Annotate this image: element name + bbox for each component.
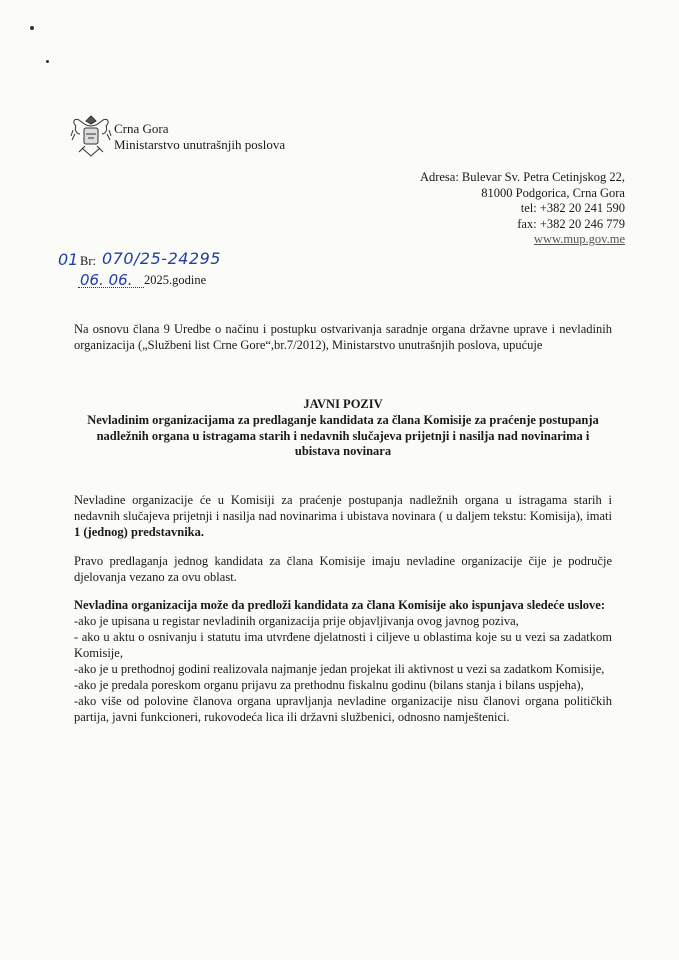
header-country: Crna Gora <box>114 121 169 136</box>
conditions-section <box>74 597 612 725</box>
condition-item: -ako više od polovine članova organa upravljanja nevladine organizacije nisu članovi organa političkih partija, javni funkcioneri, rukovodeća lica ili državni službenici, odnosno namještenici. <box>74 694 612 724</box>
header-ministry: Ministarstvo unutrašnjih poslova <box>114 137 286 152</box>
condition-item: - ako u aktu o osnivanju i statutu ima utvrđene djelatnosti i ciljeve u oblastima koje su u vezi sa zadatkom Komisije, <box>74 630 612 660</box>
reference-date-underline <box>78 287 144 288</box>
address-website-link[interactable]: www.mup.gov.me <box>533 232 625 246</box>
conditions-heading: Nevladina organizacija može da predloži kandidata za člana Komisije ako ispunjava sledeće uslove: <box>74 598 606 612</box>
condition-item: -ako je u prethodnoj godini realizovala najmanje jedan projekat ili aktivnost u vezi sa zadatkom Komisije, <box>74 662 605 676</box>
reference-block <box>58 250 278 290</box>
condition-item: -ako je upisana u registar nevladinih organizacija prije objavljivanja ovog javnog poziva, <box>74 614 519 628</box>
scan-speck <box>30 26 34 30</box>
address-tel: tel: +382 20 241 590 <box>520 201 625 215</box>
paragraph-representatives <box>74 492 612 540</box>
paragraph-representatives-text: Nevladine organizacije će u Komisiji za praćenje postupanja nadležnih organa u istragama starih i nedavnih slučajeva prijetnji i nasilja nad novinarima i ubistava novinara ( u daljem tekstu: Komisija), imati <box>74 493 612 523</box>
intro-paragraph: Na osnovu člana 9 Uredbe o načinu i postupku ostvarivanja saradnje organa državne uprave i nevladinih organizacija („Službeni list Crne Gore“,br.7/2012), Ministarstvo unutrašnjih poslova, upućuje <box>74 322 612 352</box>
call-subtitle: Nevladinim organizacijama za predlaganje kandidata za člana Komisije za praćenje postupanja nadležnih organa u istragama starih i nedavnih slučajeva prijetnji i nasilja nad novinarima i ubistava novinara <box>87 413 599 458</box>
address-fax: fax: +382 20 246 779 <box>517 216 625 231</box>
reference-prefix: 01 <box>58 250 79 269</box>
call-title: JAVNI POZIV <box>303 397 383 411</box>
coat-of-arms-icon <box>70 112 112 160</box>
reference-year: 2025.godine <box>144 273 207 287</box>
condition-item: -ako je predala poreskom organu prijavu za prethodnu fiskalnu godinu (bilans stanja i bilans uspjeha), <box>74 678 584 692</box>
address-block <box>420 170 625 248</box>
paragraph-eligibility: Pravo predlaganja jednog kandidata za člana Komisije imaju nevladine organizacije čije je područje djelovanja vezano za ovu oblast. <box>74 554 612 584</box>
scan-speck <box>46 60 49 63</box>
address-city: 81000 Podgorica, Crna Gora <box>481 185 625 200</box>
reference-date: 06. 06. <box>80 271 133 289</box>
address-street: Adresa: Bulevar Sv. Petra Cetinjskog 22, <box>419 170 625 184</box>
paragraph-representatives-bold: 1 (jednog) predstavnika. <box>74 525 204 539</box>
reference-label: Br: <box>80 254 96 268</box>
reference-number: 070/25-24295 <box>102 249 221 268</box>
